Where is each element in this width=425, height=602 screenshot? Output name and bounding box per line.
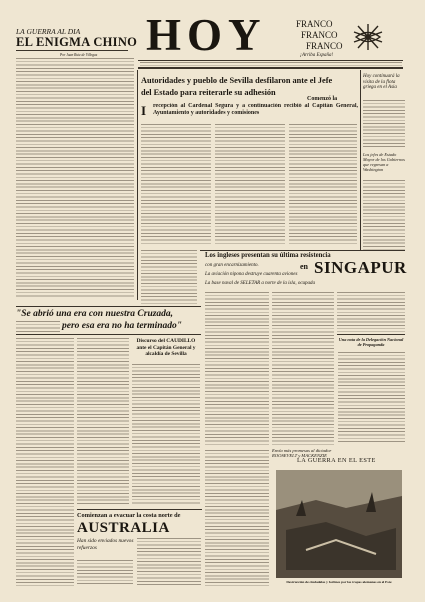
masthead-rule-top <box>138 60 403 61</box>
war-photo <box>276 470 402 578</box>
australia-body-1 <box>77 560 133 586</box>
right-headline: Hoy continuará la visita de la flota griega en el Asia <box>363 74 400 91</box>
dateline-strip <box>140 62 402 66</box>
masthead-title: HOY <box>146 10 267 60</box>
caudillo-body <box>132 364 200 506</box>
left-headline-rule <box>16 50 128 51</box>
slogan-line-2: FRANCO <box>301 30 338 40</box>
mid-body-left <box>141 250 197 305</box>
note-headline: Una nota de la Delegación Nacional de Propaganda <box>338 337 404 347</box>
lead-deck: recepción al Cardenal Segura y a continuación recibió al Capitán General, Ayuntamiento y autoridades y comisiones <box>153 103 358 116</box>
lead-body-col-2 <box>215 124 285 244</box>
singapore-line-1: Los ingleses presentan su última resistencia <box>205 252 331 259</box>
singapore-body-1 <box>205 292 269 447</box>
singapore-deck-1: con gran encarnizamiento. <box>205 263 259 268</box>
singapore-deck-3: La base naval de SELETAR a norte de la isla, ocupada <box>205 281 316 286</box>
australia-body-2 <box>137 538 201 586</box>
right-column-divider <box>360 70 361 250</box>
singapore-en: en <box>300 262 308 271</box>
slogan-line-3: FRANCO <box>306 41 343 51</box>
yoke-and-arrows-emblem <box>350 20 386 54</box>
left-bottom-col-1 <box>16 338 74 586</box>
left-byline: Por Juan Ruiz de Villegas <box>60 53 98 57</box>
lead-headline-2: del Estado para reiterarle su adhesión <box>141 88 276 97</box>
lead-body-col-3 <box>289 124 357 244</box>
lead-body-col-1 <box>141 124 211 244</box>
singapore-body-2 <box>272 292 334 447</box>
left-column-divider <box>137 70 138 300</box>
lead-initial: I <box>141 103 147 118</box>
australia-line-2: AUSTRALIA <box>77 520 170 536</box>
left-bottom-col-2 <box>77 338 129 506</box>
right-article-head: Los jefes de Estado Mayor de los Gobiernos que regresan a Washington <box>363 152 405 172</box>
right-body-1 <box>363 100 405 148</box>
crusade-rule-top <box>16 306 201 307</box>
crusade-subhead <box>16 321 60 335</box>
caudillo-headline: Discurso del CAUDILLO ante el Capitán General y alcaldía de Sevilla <box>136 338 196 358</box>
australia-rule <box>77 509 202 510</box>
slogan-line-1: FRANCO <box>296 19 333 29</box>
slogan-line-4: ¡Arriba España! <box>300 53 334 58</box>
australia-deck: Han sido enviados nuevos refuerzos <box>77 538 134 551</box>
mid-bottom-body <box>205 450 269 586</box>
crusade-quote-2: pero esa era no ha terminado" <box>62 321 183 331</box>
singapore-body-3 <box>337 292 405 332</box>
lead-headline-1: Autoridades y pueblo de Sevilla desfilaron ante el Jefe <box>141 76 333 85</box>
left-headline: EL ENIGMA CHINO <box>16 35 138 49</box>
war-east-caption: Destrucción de ciudadelas y fortines por las tropas alemanas en el Este <box>286 580 392 584</box>
australia-line-1: Comienzan a evacuar la costa norte de <box>77 512 181 519</box>
war-east-heading: LA GUERRA EN EL ESTE <box>297 457 376 464</box>
note-body <box>338 352 405 444</box>
note-rule <box>337 334 405 335</box>
masthead-rule-bottom <box>138 67 403 69</box>
left-article-body <box>16 58 134 298</box>
lead-side-head: Comenzó la <box>307 96 338 102</box>
singapore-deck-2: La aviación nipona destruye cuarenta aviones <box>205 272 298 277</box>
singapore-city: SINGAPUR <box>314 258 407 277</box>
right-body-2 <box>363 180 405 250</box>
singapore-rule <box>200 250 405 251</box>
roosevelt-headline: Envía más promesas al dictador ROOSEVELT y MACKENZIE <box>272 448 332 459</box>
left-kicker: LA GUERRA AL DIA <box>16 27 81 36</box>
crusade-quote-1: "Se abrió una era con nuestra Cruzada, <box>16 309 174 319</box>
crusade-rule-bottom <box>16 334 201 335</box>
